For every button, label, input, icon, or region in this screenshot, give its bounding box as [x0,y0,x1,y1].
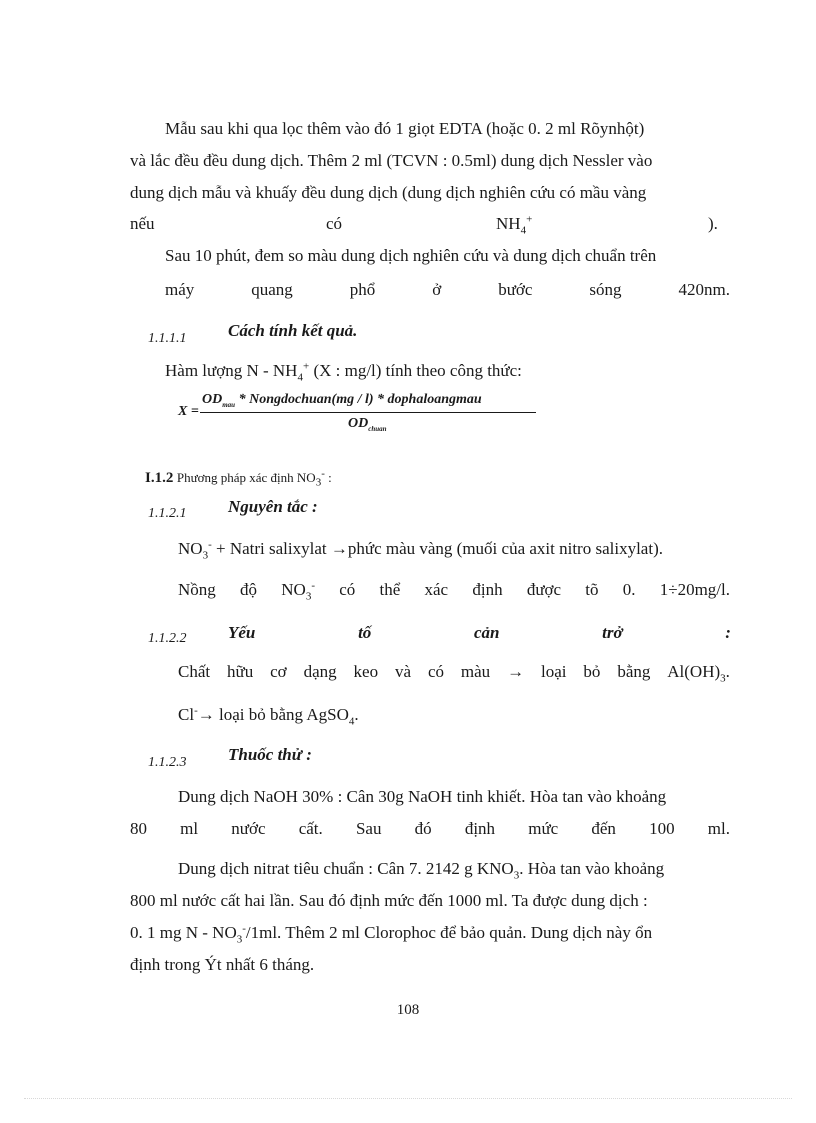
heading-title: Nguyên tắc : [228,497,318,516]
word: tõ [585,580,599,599]
reagent-line5: 0. 1 mg N - $NO_3^-/1ml$. Thêm 2 ml Clorophoc để bảo quản. Dung dịch này ổn [130,922,653,946]
p1-line1: Mẫu sau khi qua lọc thêm vào đó 1 giọt EDTA (hoặc 0. 2 ml Rõynhột) [165,119,645,138]
word: có [339,580,356,599]
word: sóng [589,280,622,299]
formula-denominator: $OD_{chuan}$ [348,416,387,433]
word: thể [379,580,401,599]
heading-number: 1.1.2.2 [148,631,187,646]
p1-line3: dung dịch mẫu và khuấy đều dung dịch (dung dịch nghiên cứu có mầu vàng [130,183,647,202]
word: ở [432,280,442,299]
word: xác [424,580,449,599]
interference-line1: Chất hữu cơ dạng keo và có màu → loại bỏ bằng $Al(OH)_3$. [178,662,730,685]
p1-line2: và lắc đều đều dung dịch. Thêm 2 ml (TCVN : 0.5ml) dung dịch Nessler vào [130,151,653,170]
nh4-ion: $NH_4^+$ [496,213,533,237]
word: 420nm. [678,280,730,299]
word: máy [165,280,195,299]
formula-intro: Hàm lượng N - $NH_4^+$ (X : mg/l) tính theo công thức: [165,360,522,384]
page-number: 108 [396,1002,420,1018]
principle-line1: $NO_3^-$ + Natri salixylat →phức màu vàng (muối của axit nitro salixylat). [178,538,663,562]
reagent-line2: 80 ml nước cất. Sau đó định mức đến 100 ml. [130,819,730,838]
word: 0. [622,580,636,599]
word: nếu [130,214,155,233]
word: có [326,214,343,233]
word: định [472,580,503,599]
interference-line2: Cl-→ loại bỏ bằng AgSO$_4$. [178,704,359,728]
fraction-bar [200,412,536,413]
word: ). [708,214,718,233]
heading-title: Cách tính kết quả. [228,321,358,340]
word: phổ [349,280,376,299]
word: được [526,580,562,599]
heading-title: Yếu tố cản trở : [228,623,731,642]
word: 1÷20mg/l. [659,580,730,599]
heading-number: 1.1.2.3 [148,755,187,770]
heading-number: 1.1.2.1 [148,506,187,521]
formula [178,392,538,438]
no3-ion: $NO_3^-$ [281,579,315,603]
word: Nồng [178,580,216,599]
footer-rule [24,1098,792,1099]
p2-line1: Sau 10 phút, đem so màu dung dịch nghiên cứu và dung dịch chuẩn trên [165,246,657,265]
reagent-line1: Dung dịch NaOH 30% : Cân 30g NaOH tinh khiết. Hòa tan vào khoảng [178,787,667,806]
word: độ [240,580,258,599]
reagent-line3: Dung dịch nitrat tiêu chuẩn : Cân 7. 2142 g $KNO_3$. Hòa tan vào khoảng [178,859,665,882]
p2-line2 [165,279,730,301]
word: quang [251,280,293,299]
heading-number: 1.1.1.1 [148,331,187,346]
heading-title: Thuốc thử : [228,745,312,764]
formula-numerator: $OD_{mau}$ * Nongdochuan(mg / l) * dophaloangmau [202,392,482,409]
word: bước [498,280,533,299]
formula-lhs: X = [178,404,199,419]
principle-line2 [178,579,730,601]
reagent-line6: định trong Ýt nhất 6 tháng. [130,955,315,974]
reagent-line4: 800 ml nước cất hai lần. Sau đó định mức đến 1000 ml. Ta được dung dịch : [130,891,648,910]
section-heading: I.1.2 Phương pháp xác định $NO_3^-$ : [145,467,332,489]
